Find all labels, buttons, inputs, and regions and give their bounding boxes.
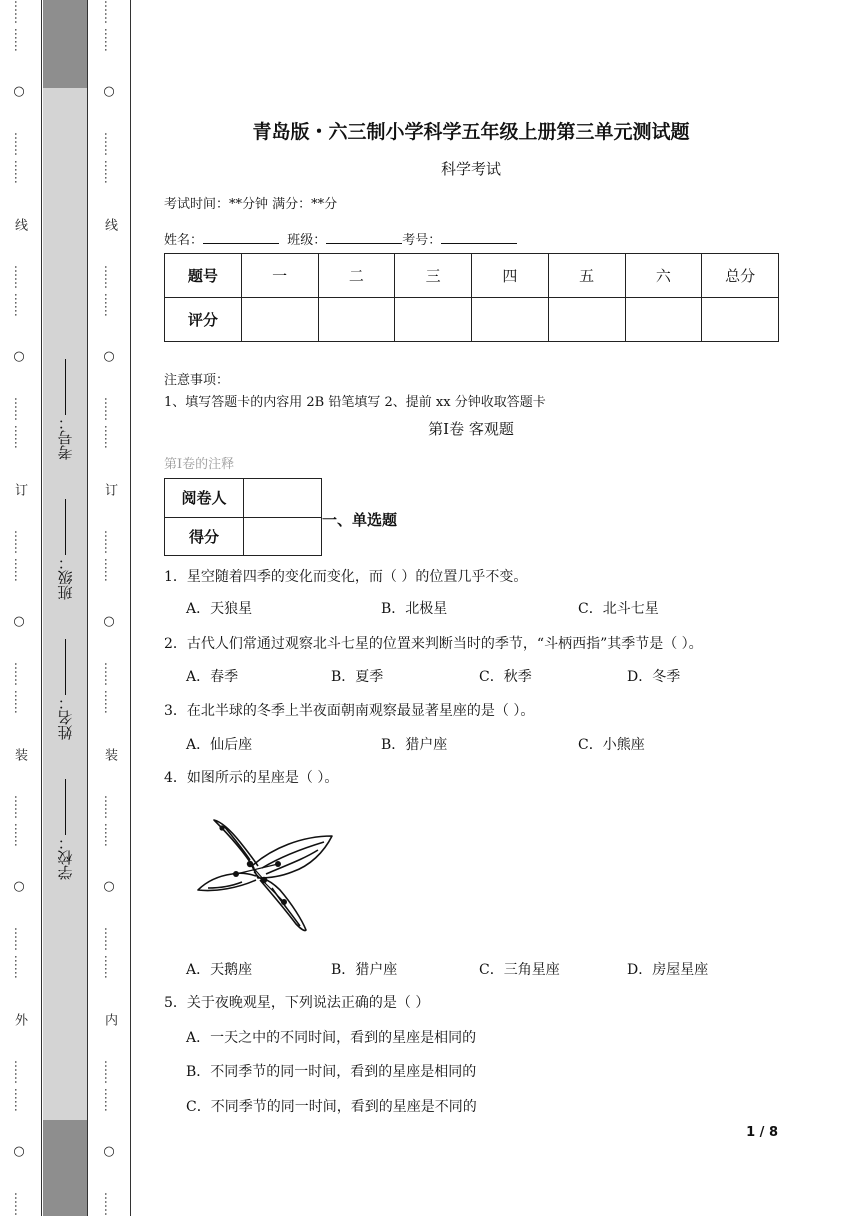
score-header-row [165, 254, 779, 298]
question-5: 5．关于夜晚观星，下列说法正确的是（ ） [164, 995, 430, 1011]
score-cell: 二 [318, 254, 395, 298]
score-input-cell[interactable] [241, 298, 318, 342]
binding-mark: 订 [102, 482, 117, 496]
binding-mark: 内 [102, 1012, 117, 1026]
score-input-cell[interactable] [318, 298, 395, 342]
score-value-row [165, 298, 779, 342]
grader-label: 阅卷人 [165, 479, 244, 518]
class-blank[interactable] [326, 231, 402, 244]
student-info-line [164, 229, 517, 248]
binding-strip-bottom [43, 1120, 87, 1216]
score-input-cell[interactable] [702, 298, 779, 342]
option[interactable]: B．不同季节的同一时间，看到的星座是相同的 [186, 1064, 477, 1080]
score-table [164, 253, 779, 342]
score-cell: 题号 [165, 254, 242, 298]
binding-mark: 线 [102, 217, 117, 231]
option[interactable]: A．一天之中的不同时间，看到的星座是相同的 [186, 1030, 477, 1046]
option[interactable]: B．夏季 [331, 669, 384, 685]
school-label: 学校： [56, 835, 75, 881]
page-number: 1 / 8 [746, 1125, 778, 1140]
binding-line [41, 0, 42, 1216]
score-cell: 一 [241, 254, 318, 298]
exam-info: 考试时间：**分钟 满分：**分 [164, 197, 338, 212]
binding-mark: 外 [12, 1012, 27, 1026]
score-cell[interactable] [244, 517, 322, 556]
section-heading: 一、单选题 [322, 511, 398, 529]
score-input-cell[interactable] [395, 298, 472, 342]
option[interactable]: D．房屋星座 [627, 962, 709, 978]
grader-cell[interactable] [244, 479, 322, 518]
score-input-cell[interactable] [625, 298, 702, 342]
option[interactable]: A．天鹅座 [186, 962, 253, 978]
option[interactable]: D．冬季 [627, 669, 681, 685]
option[interactable]: C．小熊座 [578, 737, 645, 753]
score-cell: 总分 [702, 254, 779, 298]
name-label: 姓名： [56, 695, 75, 741]
grader-table [164, 478, 322, 556]
exam-no-label: 考号： [402, 233, 442, 248]
section-title: 第Ⅰ卷 客观题 [428, 420, 514, 438]
score-cell: 三 [395, 254, 472, 298]
option[interactable]: C．北斗七星 [578, 601, 659, 617]
question-4: 4．如图所示的星座是（ ）。 [164, 770, 339, 786]
option[interactable]: B．北极星 [381, 601, 448, 617]
score-cell: 五 [548, 254, 625, 298]
score-input-cell[interactable] [472, 298, 549, 342]
option[interactable]: A．仙后座 [186, 737, 253, 753]
outer-binding-marks: …… …… ○ …… …… 线 …… …… ○ …… …… 订 …… …… ○ …… …… 装 …… …… ○ …… …… 外 …… …… ○ …… [12, 0, 27, 1216]
score-row-label: 评分 [165, 298, 242, 342]
exam-no-label: 考号： [56, 415, 75, 461]
option[interactable]: A．春季 [186, 669, 239, 685]
section-note: 第Ⅰ卷的注释 [164, 457, 235, 472]
option[interactable]: A．天狼星 [186, 601, 253, 617]
binding-strip-top [43, 0, 87, 88]
inner-binding-marks: …… …… ○ …… …… 线 …… …… ○ …… …… 订 …… …… ○ …… …… 装 …… …… ○ …… …… 内 …… …… ○ …… [102, 0, 117, 1216]
constellation-figure [192, 806, 342, 936]
question-2: 2．古代人们常通过观察北斗七星的位置来判断当时的季节，“斗柄西指”其季节是（ ）。 [164, 636, 703, 652]
score-cell: 六 [625, 254, 702, 298]
binding-mark: 装 [12, 747, 27, 761]
score-label: 得分 [165, 517, 244, 556]
name-label: 姓名： [164, 233, 204, 248]
class-label: 班级： [56, 555, 75, 601]
question-3: 3．在北半球的冬季上半夜面朝南观察最显著星座的是（ ）。 [164, 703, 535, 719]
question-1: 1．星空随着四季的变化而变化，而（ ）的位置几乎不变。 [164, 569, 528, 585]
score-input-cell[interactable] [548, 298, 625, 342]
binding-mark: 订 [12, 482, 27, 496]
binding-line [130, 0, 131, 1216]
option[interactable]: B．猎户座 [331, 962, 398, 978]
binding-mark: 线 [12, 217, 27, 231]
page-subtitle: 科学考试 [440, 160, 501, 178]
notice-heading: 注意事项： [164, 373, 230, 388]
student-info-vertical [52, 340, 78, 900]
option[interactable]: B．猎户座 [381, 737, 448, 753]
binding-mark: 装 [102, 747, 117, 761]
option[interactable]: C．不同季节的同一时间，看到的星座是不同的 [186, 1099, 477, 1115]
exam-no-blank[interactable] [441, 231, 517, 244]
option[interactable]: C．秋季 [479, 669, 532, 685]
option[interactable]: C．三角星座 [479, 962, 560, 978]
binding-line [87, 0, 88, 1216]
notice-item: 1、填写答题卡的内容用 2B 铅笔填写 2、提前 xx 分钟收取答题卡 [164, 395, 546, 410]
class-label: 班级： [287, 233, 327, 248]
score-cell: 四 [472, 254, 549, 298]
page-title: 青岛版・六三制小学科学五年级上册第三单元测试题 [252, 121, 690, 143]
name-blank[interactable] [203, 231, 279, 244]
